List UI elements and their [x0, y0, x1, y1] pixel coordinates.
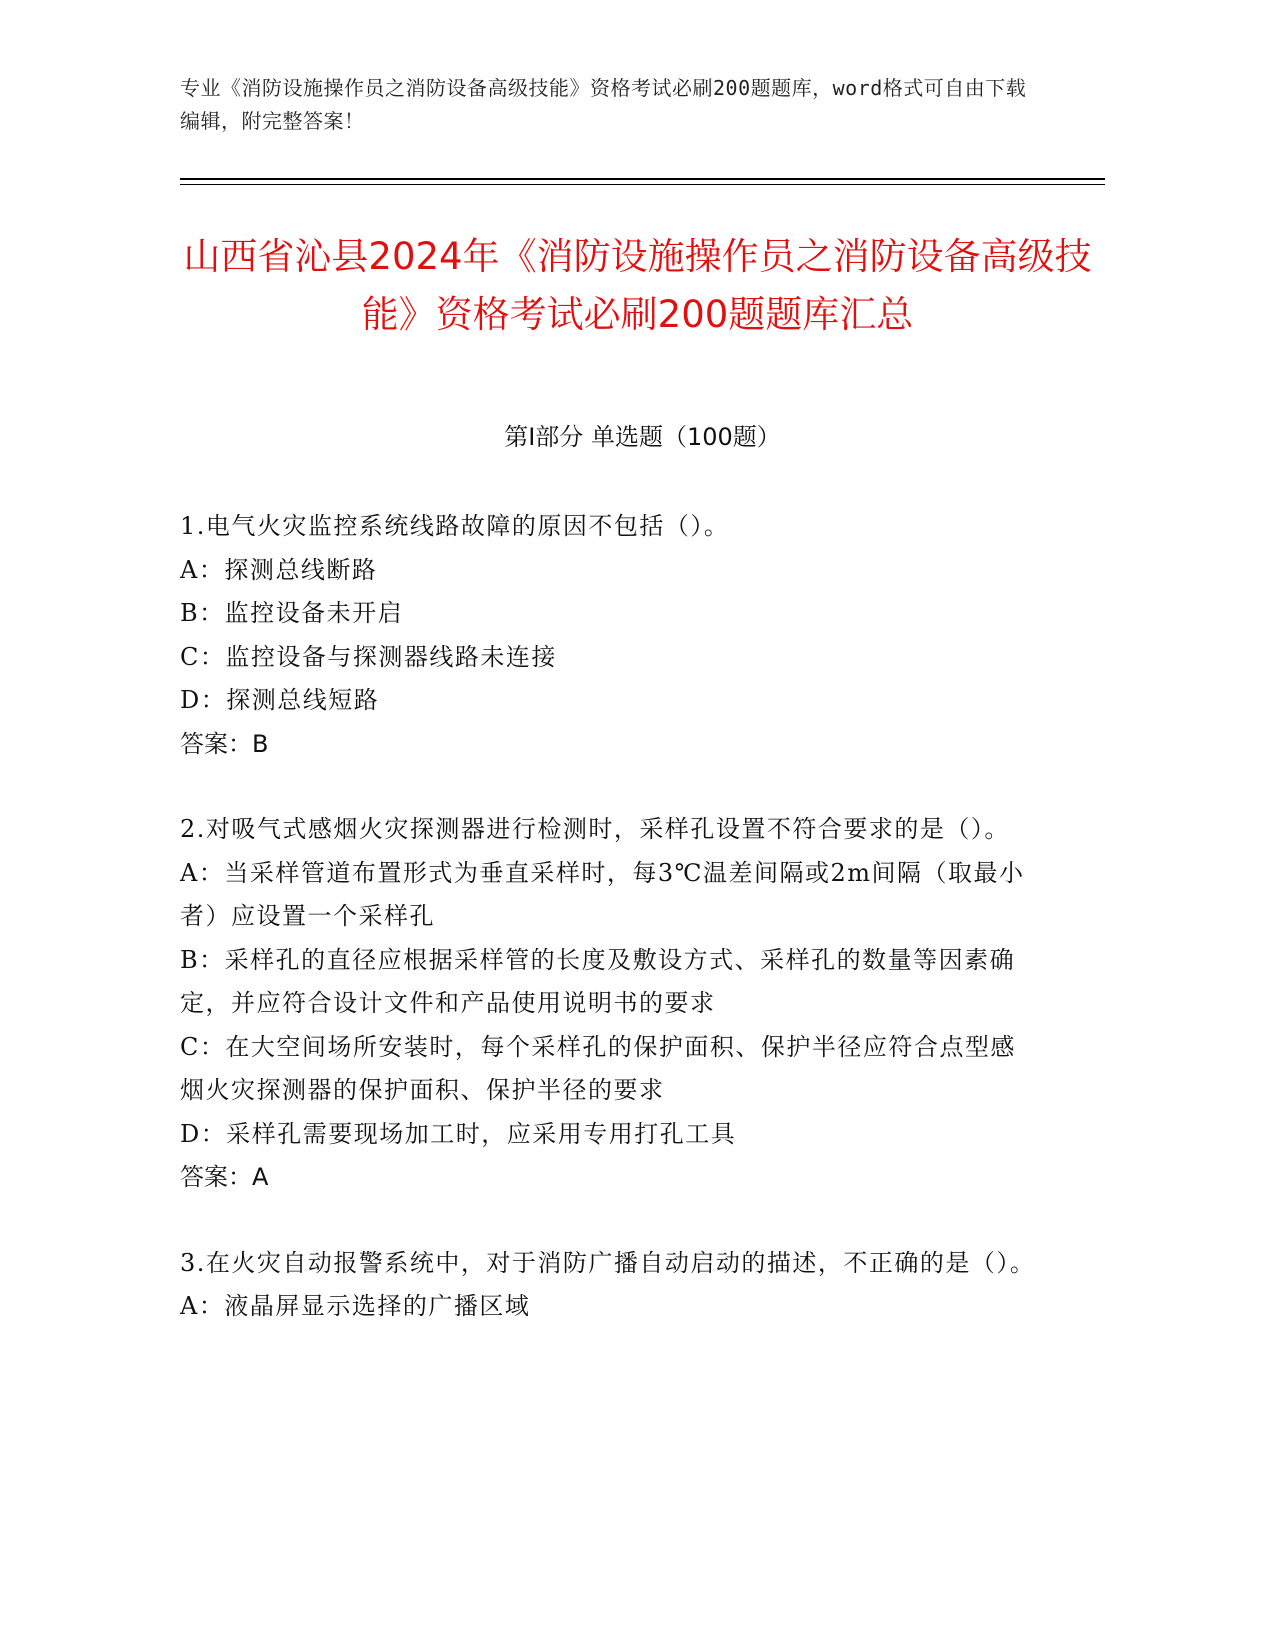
option-a: A：当采样管道布置形式为垂直采样时，每3℃温差间隔或2m间隔（取最小者）应设置一个采样孔 — [180, 858, 1025, 930]
question-stem: 3.在火灾自动报警系统中，对于消防广播自动启动的描述，不正确的是（）。 — [180, 1248, 1036, 1277]
option-d: D：探测总线短路 — [180, 686, 380, 714]
answer: 答案：B — [180, 729, 269, 758]
option-a: A：探测总线断路 — [180, 555, 378, 584]
option-c: C：在大空间场所安装时，每个采样孔的保护面积、保护半径应符合点型感烟火灾探测器的保护面积、保护半径的要求 — [180, 1032, 1016, 1104]
option-d: D：采样孔需要现场加工时，应采用专用打孔工具 — [180, 1119, 737, 1148]
question-stem: 2.对吸气式感烟火灾探测器进行检测时，采样孔设置不符合要求的是（）。 — [180, 815, 1010, 843]
answer: 答案：A — [180, 1163, 269, 1191]
question-list — [180, 505, 1040, 1371]
document-title: 山西省沁县2024年《消防设施操作员之消防设备高级技能》资格考试必刷200题题库汇总 — [183, 235, 1092, 336]
question-3 — [180, 1242, 1040, 1329]
option-a: A：液晶屏显示选择的广播区域 — [180, 1292, 531, 1320]
header-note: 专业《消防设施操作员之消防设备高级技能》资格考试必刷200题题库，word格式可自由下载编辑，附完整答案！ — [180, 76, 1027, 133]
option-b: B：采样孔的直径应根据采样管的长度及敷设方式、采样孔的数量等因素确定，并应符合设计文件和产品使用说明书的要求 — [180, 945, 1016, 1017]
question-1 — [180, 505, 1040, 766]
option-b: B：监控设备未开启 — [180, 599, 404, 627]
question-2 — [180, 808, 1040, 1200]
section-heading: 第Ⅰ部分 单选题（100题） — [504, 423, 781, 451]
question-stem: 1.电气火灾监控系统线路故障的原因不包括（）。 — [180, 512, 730, 540]
header-rule-thin — [180, 184, 1105, 185]
option-c: C：监控设备与探测器线路未连接 — [180, 642, 557, 671]
header-rule-thick — [180, 178, 1105, 180]
